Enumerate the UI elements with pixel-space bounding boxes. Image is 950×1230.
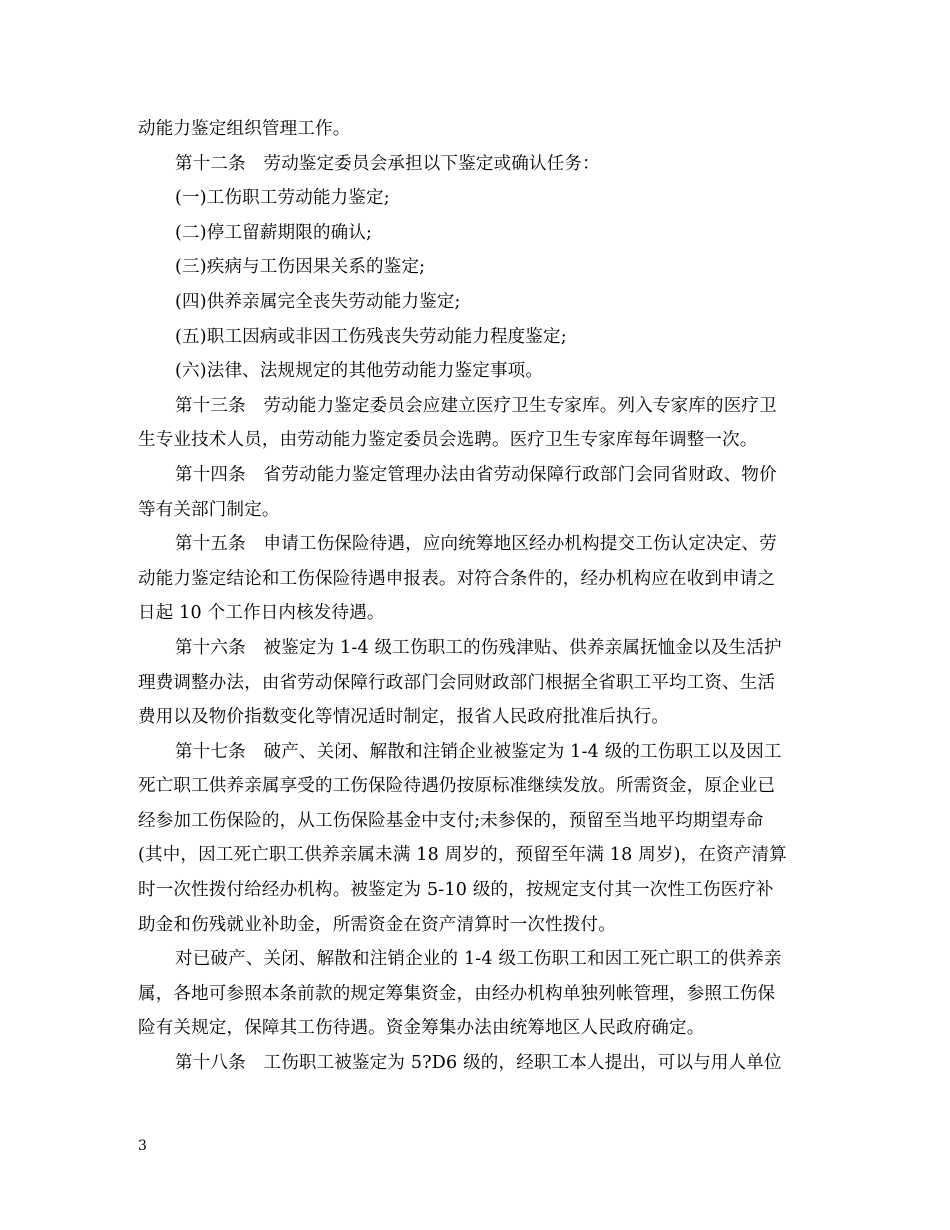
text-line: 等有关部门制定。 xyxy=(138,499,280,520)
text-line: 对已破产、关闭、解散和注销企业的 1-4 级工伤职工和因工死亡职工的供养亲 xyxy=(175,949,782,970)
text-line: (四)供养亲属完全丧失劳动能力鉴定; xyxy=(175,291,461,312)
text-line: (六)法律、法规规定的其他劳动能力鉴定事项。 xyxy=(175,361,544,382)
text-line: 费用以及物价指数变化等情况适时制定，报省人民政府批准后执行。 xyxy=(138,707,669,728)
text-line: 死亡职工供养亲属享受的工伤保险待遇仍按原标准继续发放。所需资金，原企业已 xyxy=(138,776,776,797)
document-body xyxy=(138,112,818,1081)
text-line: 动能力鉴定组织管理工作。 xyxy=(138,119,351,139)
text-line: 理费调整办法，由省劳动保障行政部门会同财政部门根据全省职工平均工资、生活 xyxy=(138,672,776,693)
text-line: 助金和伤残就业补助金，所需资金在资产清算时一次性拨付。 xyxy=(138,914,616,935)
text-line: 动能力鉴定结论和工伤保险待遇申报表。对符合条件的，经办机构应在收到申请之 xyxy=(138,568,776,589)
text-line: (其中，因工死亡职工供养亲属未满 18 周岁的，预留至年满 18 周岁)，在资产清算 xyxy=(138,845,787,866)
text-line: 第十四条 省劳动能力鉴定管理办法由省劳动保障行政部门会同省财政、物价 xyxy=(175,464,777,485)
text-line: 第十八条 工伤职工被鉴定为 5?D6 级的，经职工本人提出，可以与用人单位 xyxy=(175,1053,782,1074)
text-line: 第十五条 申请工伤保险待遇，应向统筹地区经办机构提交工伤认定决定、劳 xyxy=(175,534,777,555)
page-number: 3 xyxy=(138,1138,147,1154)
text-line: (五)职工因病或非因工伤残丧失劳动能力程度鉴定; xyxy=(175,326,567,347)
text-line: (三)疾病与工伤因果关系的鉴定; xyxy=(175,257,426,278)
text-line: 经参加工伤保险的，从工伤保险基金中支付;未参保的，预留至当地平均期望寿命 xyxy=(138,810,764,831)
text-line: 第十三条 劳动能力鉴定委员会应建立医疗卫生专家库。列入专家库的医疗卫 xyxy=(175,395,777,416)
text-line: 属，各地可参照本条前款的规定筹集资金，由经办机构单独列帐管理，参照工伤保 xyxy=(138,983,776,1004)
text-line: (二)停工留薪期限的确认; xyxy=(175,222,373,243)
text-line: 第十六条 被鉴定为 1-4 级工伤职工的伤残津贴、供养亲属抚恤金以及生活护 xyxy=(175,637,782,658)
text-line: 日起 10 个工作日内核发待遇。 xyxy=(138,603,385,624)
text-line: 第十七条 破产、关闭、解散和注销企业被鉴定为 1-4 级的工伤职工以及因工 xyxy=(175,741,782,762)
text-line: (一)工伤职工劳动能力鉴定; xyxy=(175,188,390,209)
text-line: 时一次性拨付给经办机构。被鉴定为 5-10 级的，按规定支付其一次性工伤医疗补 xyxy=(138,880,774,901)
text-line: 险有关规定，保障其工伤待遇。资金筹集办法由统筹地区人民政府确定。 xyxy=(138,1018,705,1039)
text-line: 第十二条 劳动鉴定委员会承担以下鉴定或确认任务： xyxy=(175,153,600,174)
text-line: 生专业技术人员，由劳动能力鉴定委员会选聘。医疗卫生专家库每年调整一次。 xyxy=(138,430,758,451)
